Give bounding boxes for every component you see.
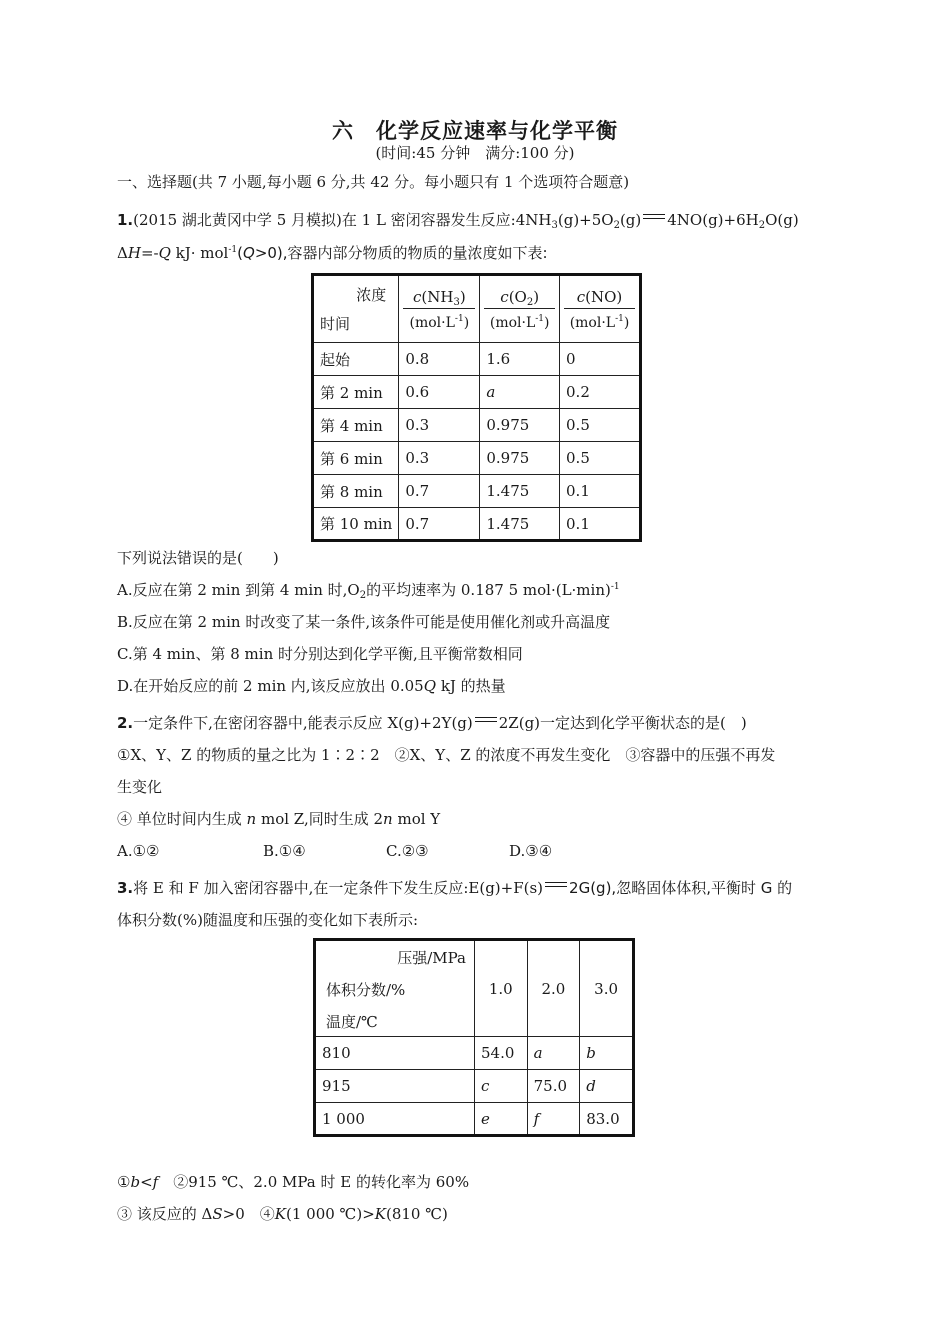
q1-table-corner: 浓度 时间 — [313, 275, 399, 343]
table-row: 起始 0.8 1.6 0 — [313, 343, 641, 376]
q2-line4: ④ 单位时间内生成 n mol Z,同时生成 2n mol Y — [117, 810, 441, 828]
table-row: 第 10 min 0.7 1.475 0.1 — [313, 508, 641, 541]
q3-col-header: 1.0 — [475, 940, 528, 1037]
table-row: 第 6 min 0.3 0.975 0.5 — [313, 442, 641, 475]
q3-table-corner: 压强/MPa 体积分数/% 温度/℃ — [315, 940, 475, 1037]
q1-concentration-table — [311, 273, 642, 542]
q1-col-header-nh3: $c(NH_3)$ $(mol\cdot L^{-1})$ — [399, 275, 480, 343]
q3-line1: 3.将 E 和 F 加入密闭容器中,在一定条件下发生反应:E(g)+F(s) 2G(g),忽略固体体积,平衡时 G 的 — [117, 879, 793, 897]
q3-number: 3. — [117, 879, 134, 897]
q1-prompt: 下列说法错误的是( ) — [117, 549, 279, 567]
q2-line2: ①X、Y、Z 的物质的量之比为 1∶2∶2 ②X、Y、Z 的浓度不再发生变化 ③容器中的压强不再发 — [117, 746, 776, 764]
q1-number: 1. — [117, 211, 134, 229]
q3-volume-fraction-table — [313, 938, 635, 1137]
q1-col-header-o2: $c(O_2)$ $(mol\cdot L^{-1})$ — [480, 275, 560, 343]
q2-option-d: D.③④ — [509, 842, 553, 860]
q1-line1: 1.(2015 湖北黄冈中学 5 月模拟)在 1 L 密闭容器发生反应$:4NH_3(g)+5O_2(g)$ $4NO(g)+6H_2O(g)$ — [117, 211, 799, 231]
table-row: 810 54.0 a b — [315, 1037, 634, 1070]
q1-option-c: C.第 4 min、第 8 min 时分别达到化学平衡,且平衡常数相同 — [117, 645, 523, 663]
q1-col-header-no: c(NO) $(mol\cdot L^{-1})$ — [560, 275, 641, 343]
q2-option-a: A.①② — [117, 842, 160, 860]
q2-line1: 2.一定条件下,在密闭容器中,能表示反应 X(g)+2Y(g) 2Z(g)一定达到化学平衡状态的是( ) — [117, 714, 747, 732]
q1-option-b: B.反应在第 2 min 时改变了某一条件,该条件可能是使用催化剂或升高温度 — [117, 613, 611, 631]
section-heading: 一、选择题(共 7 小题,每小题 6 分,共 42 分。每小题只有 1 个选项符合题意) — [117, 173, 630, 191]
table-row: 第 2 min 0.6 a 0.2 — [313, 376, 641, 409]
table-row: 915 c 75.0 d — [315, 1070, 634, 1103]
q3-statement-1: ①b<f ②915 ℃、2.0 MPa 时 E 的转化率为 60% — [117, 1173, 470, 1191]
equilibrium-arrow-icon — [543, 879, 569, 891]
q3-statement-2: ③ 该反应的 ΔS>0 ④K(1 000 ℃)>K(810 ℃) — [117, 1205, 448, 1223]
q3-col-header: 3.0 — [580, 940, 634, 1037]
q3-line2: 体积分数(%)随温度和压强的变化如下表所示: — [117, 911, 419, 929]
q1-option-d: D.在开始反应的前 2 min 内,该反应放出 0.05Q kJ 的热量 — [117, 677, 506, 695]
equilibrium-arrow-icon — [473, 714, 499, 726]
q2-number: 2. — [117, 714, 134, 732]
page-title: 六 化学反应速率与化学平衡 — [332, 118, 618, 143]
q2-option-b: B.①④ — [263, 842, 306, 860]
page-subtitle: (时间:45 分钟 满分:100 分) — [375, 144, 575, 162]
q1-option-a: A.反应在第 2 min 到第 4 min 时$,O_2$的平均速率为 0.187 5 $mol\cdot(L\cdot\min)^{-1}$ — [117, 581, 620, 601]
q2-option-c: C.②③ — [386, 842, 429, 860]
table-row: 1 000 e f 83.0 — [315, 1103, 634, 1136]
q2-line3: 生变化 — [117, 778, 163, 796]
q1-line2: ΔH=-Q kJ· mol$^{-1}$(Q>0),容器内部分物质的物质的量浓度如下表: — [117, 244, 548, 262]
table-row: 第 8 min 0.7 1.475 0.1 — [313, 475, 641, 508]
q3-col-header: 2.0 — [527, 940, 580, 1037]
table-row: 第 4 min 0.3 0.975 0.5 — [313, 409, 641, 442]
equilibrium-arrow-icon — [641, 211, 667, 223]
